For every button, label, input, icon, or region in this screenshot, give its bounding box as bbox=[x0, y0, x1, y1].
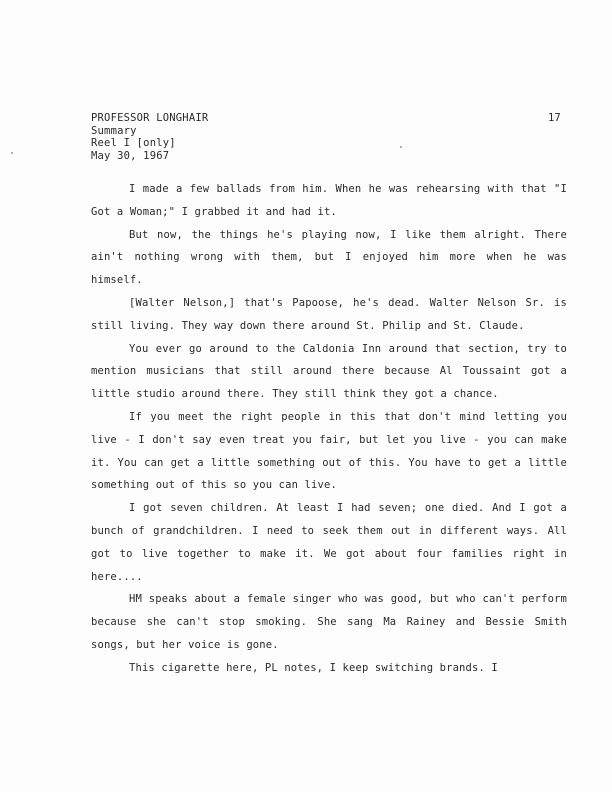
paragraph-7: HM speaks about a female singer who was good, but who can't perform because she can't stop smoking. She sang Ma Rainey and Bessie Smith songs, but her voice is gone. bbox=[91, 593, 567, 651]
document-header bbox=[91, 112, 208, 162]
header-subtitle: Summary bbox=[91, 124, 137, 137]
paragraph-2: But now, the things he's playing now, I like them alright. There ain't nothing wrong with them, but I enjoyed him more when he was himself. bbox=[91, 228, 567, 287]
paragraph-4: You ever go around to the Caldonia Inn around that section, try to mention musicians that still around there because Al Toussaint got a little studio around there. They still think they got a chance. bbox=[91, 342, 567, 401]
document-body bbox=[91, 178, 567, 680]
paragraph-8: This cigarette here, PL notes, I keep switching brands. I bbox=[129, 661, 498, 674]
page-number: 17 bbox=[548, 112, 561, 124]
paragraph-6: I got seven children. At least I had seven; one died. And I got a bunch of grandchildren. I need to seek them out in different ways. All got to live together to make it. We got about four families right in here.... bbox=[91, 502, 567, 583]
scan-speck bbox=[11, 152, 13, 154]
scan-speck bbox=[400, 146, 402, 148]
paragraph-1: I made a few ballads from him. When he was rehearsing with that "I Got a Woman;" I grabbed it and had it. bbox=[91, 183, 567, 218]
header-date: May 30, 1967 bbox=[91, 149, 170, 162]
header-title: PROFESSOR LONGHAIR bbox=[91, 112, 209, 124]
header-reel: Reel I [only] bbox=[91, 137, 176, 149]
paragraph-3: [Walter Nelson,] that's Papoose, he's dead. Walter Nelson Sr. is still living. They way down there around St. Philip and St. Claude. bbox=[91, 296, 567, 332]
paragraph-5: If you meet the right people in this that don't mind letting you live - I don't say even treat you fair, but let you live - you can make it. You can get a little something out of this. You have to get a little something out of this so you can live. bbox=[91, 410, 567, 492]
